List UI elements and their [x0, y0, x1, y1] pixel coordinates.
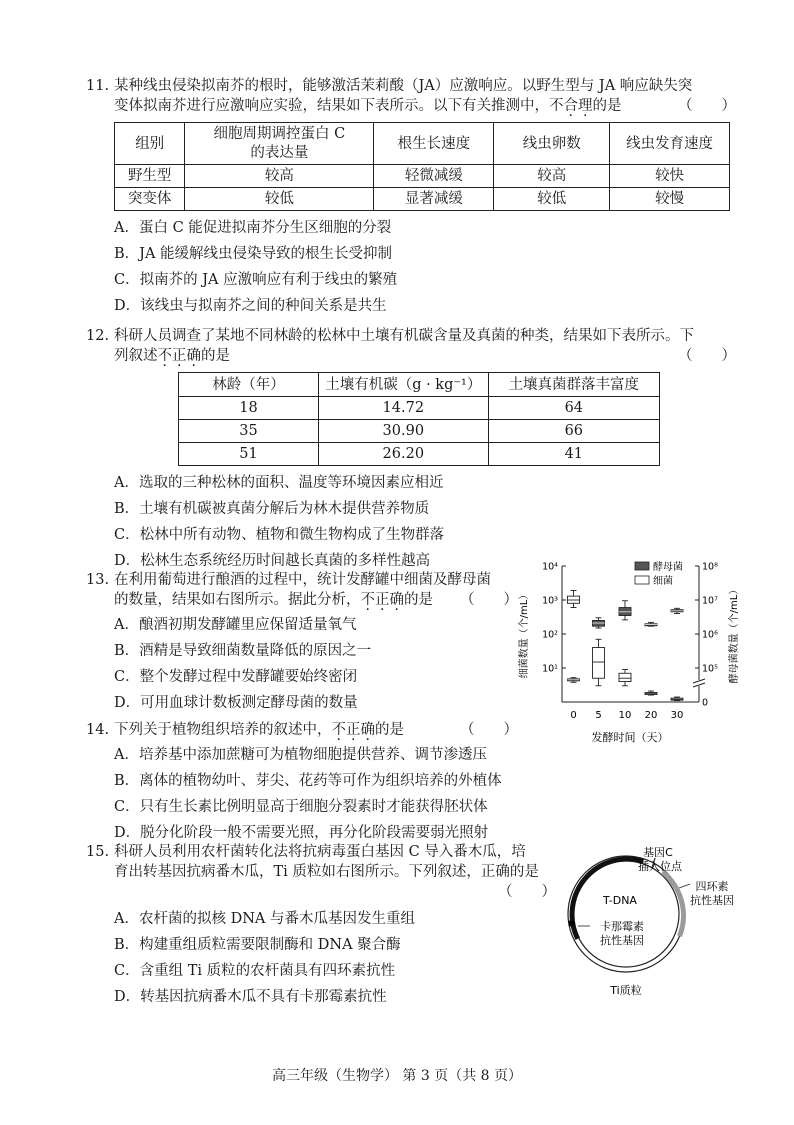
left-tick-label: 10⁴: [542, 561, 558, 573]
table-cell: 较高: [185, 165, 374, 188]
emphasis-char: 正: [172, 348, 187, 364]
ti-plasmid-label: Ti质粒: [610, 984, 642, 997]
table-cell: 较慢: [610, 188, 730, 211]
question-14: [86, 720, 736, 846]
kan-label-1: 卡那霉素: [600, 920, 644, 933]
option-c[interactable]: C．整个发酵过程中发酵罐要始终密闭: [114, 669, 358, 685]
question-12: [86, 326, 736, 574]
table-header: 林龄（年）: [179, 373, 319, 397]
right-tick-label: 0: [702, 697, 709, 709]
table-header: 线虫发育速度: [610, 123, 730, 165]
option-b[interactable]: B．酒精是导致细菌数量降低的原因之一: [114, 643, 372, 659]
right-tick-label: 10⁷: [702, 595, 718, 607]
option-c[interactable]: C．含重组 Ti 质粒的农杆菌具有四环素抗性: [114, 963, 396, 979]
emphasis-char: 确: [389, 592, 404, 608]
table-header: 土壤真菌群落丰富度: [488, 373, 659, 397]
legend-label-yeast: 酵母菌: [653, 562, 683, 573]
emphasis-char: 正: [346, 722, 361, 738]
x-tick-label: 5: [595, 710, 602, 721]
table-cell: 较低: [185, 188, 374, 211]
table-row: [179, 420, 660, 443]
right-axis-label: 酵母菌数量（个/mL）: [729, 584, 740, 684]
emphasis-char: 不: [157, 348, 172, 364]
table-cell: 35: [179, 420, 319, 443]
table-cell: 26.20: [318, 443, 488, 466]
gene-c-label: 基因C: [643, 846, 673, 859]
table-header: 组别: [115, 123, 185, 165]
question-13: [86, 570, 526, 716]
table-cell: 51: [179, 443, 319, 466]
question-13-stem: [86, 570, 526, 610]
option-a[interactable]: A．农杆菌的拟核 DNA 与番木瓜基因发生重组: [114, 911, 415, 927]
right-tick-label: 10⁵: [702, 663, 718, 675]
x-tick-label: 0: [570, 710, 577, 721]
table-cell: 14.72: [318, 397, 488, 420]
table-cell: 66: [488, 420, 659, 443]
option-c[interactable]: C．松林中所有动物、植物和微生物构成了生物群落: [114, 527, 445, 543]
stem-line: 某种线虫侵染拟南芥的根时，能够激活茉莉酸（JA）应激响应。以野生型与 JA 响应缺失突: [114, 78, 693, 94]
x-tick-label: 10: [618, 710, 632, 721]
option-a[interactable]: A．选取的三种松林的面积、温度等环境因素应相近: [114, 475, 444, 491]
insertion-site-label: 插入位点: [638, 860, 682, 873]
answer-paren: （ ）: [678, 348, 736, 364]
question-number: 14.: [86, 722, 110, 738]
table-row: [179, 443, 660, 466]
answer-paren: （ ）: [498, 884, 556, 900]
legend-swatch-yeast: [635, 562, 649, 570]
left-tick-label: 10²: [542, 629, 558, 641]
emphasis-char: 不: [360, 592, 375, 608]
table-cell: 野生型: [115, 165, 185, 188]
table-row: [179, 397, 660, 420]
legend-swatch-bacteria: [635, 576, 649, 584]
stem-line: [114, 346, 736, 366]
question-11: [86, 76, 736, 319]
option-a[interactable]: A．培养基中添加蔗糖可为植物细胞提供营养、调节渗透压: [114, 747, 487, 763]
emphasis-char: 不: [331, 722, 346, 738]
q11-table: [114, 122, 730, 211]
table-header: 细胞周期调控蛋白 C 的表达量: [185, 123, 374, 165]
question-15: [86, 842, 556, 1010]
option-d[interactable]: D．该线虫与拟南芥之间的种间关系是共生: [114, 298, 387, 314]
question-number: 12.: [86, 328, 110, 344]
legend-label-bacteria: 细菌: [653, 576, 673, 587]
stem-text: 的是: [404, 592, 433, 608]
stem-line: [114, 590, 526, 610]
emphasis-char: 确: [186, 348, 201, 364]
tet-leader-line: [679, 884, 690, 888]
page-footer: 高三年级（生物学） 第 3 页（共 8 页）: [271, 1068, 523, 1084]
table-row: [115, 165, 730, 188]
option-a[interactable]: A．酿酒初期发酵罐里应保留适量氧气: [114, 617, 357, 633]
right-tick-label: 10⁸: [702, 561, 718, 573]
table-cell: 较快: [610, 165, 730, 188]
ti-plasmid-diagram: [560, 842, 750, 1007]
stem-text: 的是: [592, 98, 622, 114]
question-number: 11.: [86, 78, 110, 94]
question-12-stem: [86, 326, 736, 366]
table-cell: 较低: [494, 188, 610, 211]
axis-break-mark: [693, 679, 705, 687]
emphasis-char: 合: [563, 98, 578, 114]
x-tick-label: 20: [644, 710, 658, 721]
tet-label-2: 抗性基因: [690, 894, 734, 907]
table-cell: 64: [488, 397, 659, 420]
option-d[interactable]: D．脱分化阶段一般不需要光照，再分化阶段需要弱光照射: [114, 825, 489, 841]
stem-line: 科研人员利用农杆菌转化法将抗病毒蛋白基因 C 导入番木瓜，培: [114, 844, 526, 860]
emphasis-char: 确: [360, 722, 375, 738]
fermentation-boxplot-chart: [515, 556, 747, 746]
bacteria-box: [619, 673, 631, 681]
stem-line: [114, 96, 736, 116]
stem-text: 变体拟南芥进行应激响应实验，结果如下表所示。以下有关推测中，不: [114, 98, 564, 114]
table-cell: 显著减缓: [374, 188, 494, 211]
legend: [635, 560, 683, 587]
question-number: 15.: [86, 844, 110, 860]
answer-paren: （ ）: [460, 722, 518, 738]
table-cell: 轻微减缓: [374, 165, 494, 188]
option-d[interactable]: D．可用血球计数板测定酵母菌的数量: [114, 695, 358, 711]
left-tick-label: 10³: [542, 595, 558, 607]
answer-paren: （ ）: [678, 98, 736, 114]
table-cell: 30.90: [318, 420, 488, 443]
tet-resistance-segment: [663, 872, 684, 936]
stem-text: 的数量，结果如右图所示。据此分析，: [114, 592, 361, 608]
table-row: [115, 188, 730, 211]
option-b[interactable]: B．JA 能缓解线虫侵染导致的根生长受抑制: [114, 246, 393, 262]
x-tick-label: 30: [670, 710, 684, 721]
stem-line: 育出转基因抗病番木瓜，Ti 质粒如右图所示。下列叙述，正确的是: [114, 864, 539, 880]
option-b[interactable]: B．构建重组质粒需要限制酶和 DNA 聚合酶: [114, 937, 401, 953]
left-tick-label: 10¹: [542, 663, 558, 675]
stem-text: 的是: [375, 722, 404, 738]
table-header: 土壤有机碳（g · kg⁻¹）: [318, 373, 488, 397]
table-header: 线虫卵数: [494, 123, 610, 165]
tet-label-1: 四环素: [695, 880, 729, 893]
question-11-stem: [86, 76, 736, 116]
table-cell: 较高: [494, 165, 610, 188]
option-b[interactable]: B．离体的植物幼叶、芽尖、花药等可作为组织培养的外植体: [114, 773, 502, 789]
stem-text: 下列关于植物组织培养的叙述中，: [114, 722, 332, 738]
stem-line: 在利用葡萄进行酿酒的过程中，统计发酵罐中细菌及酵母菌: [114, 572, 491, 588]
question-15-stem: [86, 842, 556, 902]
table-cell: 41: [488, 443, 659, 466]
stem-text: 的是: [201, 348, 230, 364]
kan-resistance-segment: [571, 921, 572, 927]
emphasis-char: 正: [375, 592, 390, 608]
table-cell: 18: [179, 397, 319, 420]
option-a[interactable]: A．蛋白 C 能促进拟南芥分生区细胞的分裂: [114, 220, 392, 236]
option-b[interactable]: B．土壤有机碳被真菌分解后为林木提供营养物质: [114, 501, 430, 517]
kan-label-2: 抗性基因: [600, 934, 644, 947]
stem-line: 科研人员调查了某地不同林龄的松林中土壤有机碳含量及真菌的种类，结果如下表所示。下: [114, 328, 694, 344]
right-tick-label: 10⁶: [702, 629, 718, 641]
question-number: 13.: [86, 572, 110, 588]
tdna-label: T-DNA: [603, 894, 637, 907]
x-axis-label: 发酵时间（天）: [591, 731, 669, 744]
question-14-stem: [86, 720, 736, 740]
left-axis-label: 细菌数量（个/mL）: [519, 589, 530, 679]
option-c[interactable]: C．只有生长素比例明显高于细胞分裂素时才能获得胚状体: [114, 799, 488, 815]
emphasis-char: 理: [578, 98, 593, 114]
table-header: 根生长速度: [374, 123, 494, 165]
option-d[interactable]: D．转基因抗病番木瓜不具有卡那霉素抗性: [114, 989, 387, 1005]
stem-text: 列叙述: [114, 348, 158, 364]
answer-paren: （ ）: [460, 592, 518, 608]
option-c[interactable]: C．拟南芥的 JA 应激响应有利于线虫的繁殖: [114, 272, 398, 288]
option-d[interactable]: D．松林生态系统经历时间越长真菌的多样性越高: [114, 553, 431, 569]
bacteria-box: [593, 648, 605, 679]
table-cell: 突变体: [115, 188, 185, 211]
q12-table: [178, 372, 660, 466]
